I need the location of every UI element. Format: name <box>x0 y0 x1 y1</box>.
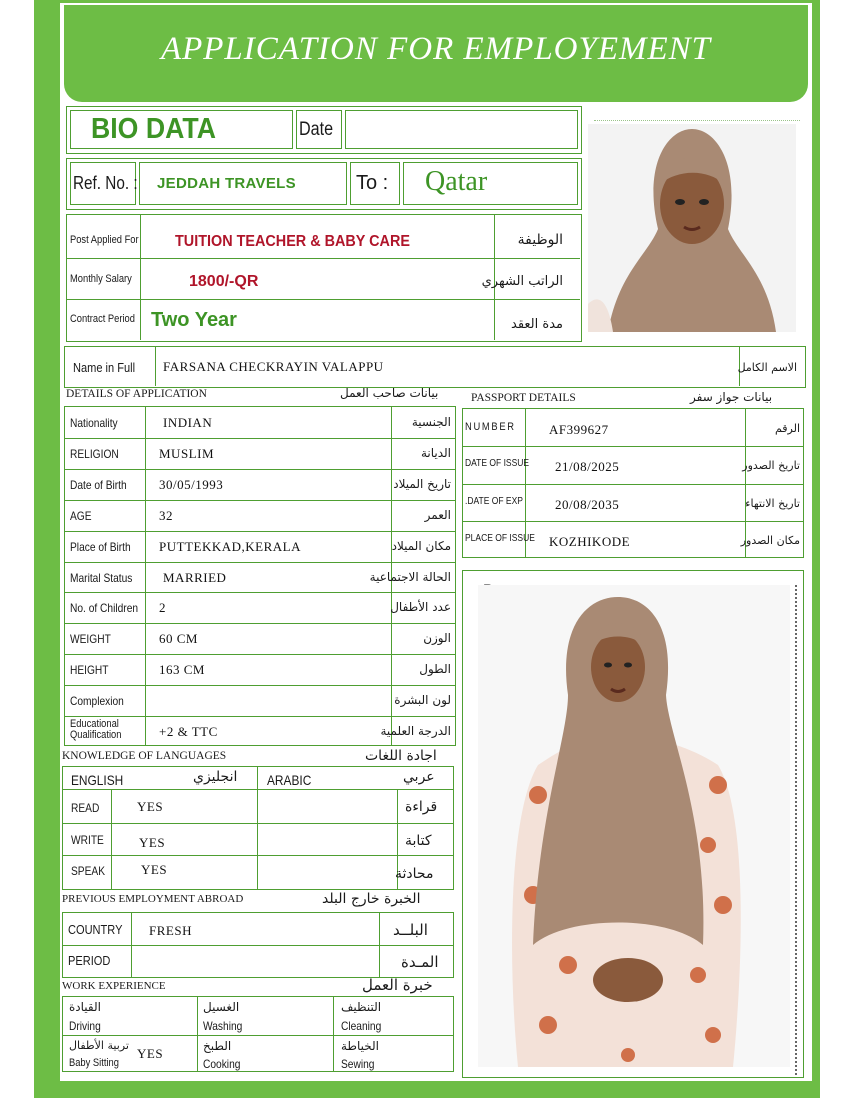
arabic-header: ARABIC <box>267 772 312 788</box>
marital-status-value: MARRIED <box>163 569 227 585</box>
work-table <box>62 996 454 1072</box>
weight-ar: الوزن <box>423 631 451 646</box>
passport-place-of-issue-ar: مكان الصدور <box>740 533 800 547</box>
salary-label: Monthly Salary <box>70 273 132 285</box>
no-of-children-label: No. of Children <box>70 601 139 616</box>
bio-data-title: BIO DATA <box>91 113 216 145</box>
form-title: APPLICATION FOR EMPLOYEMENT <box>160 31 712 67</box>
weight-value: 60 CM <box>159 631 198 647</box>
nationality-label: Nationality <box>70 416 118 430</box>
speak-english-value: YES <box>141 862 168 877</box>
date-of-birth-ar: تاريخ الميلاد <box>393 476 451 491</box>
passport-number-label: NUMBER <box>465 421 516 433</box>
washing-ar: الغسيل <box>203 1000 240 1014</box>
passport-place-of-issue-label: PLACE OF ISSUE <box>465 532 535 544</box>
educational-qualification-label: Educational Qualification <box>70 718 122 741</box>
passport-date-of-issue-label: DATE OF ISSUE <box>465 458 530 470</box>
washing-label: Washing <box>203 1019 243 1033</box>
details-title: DETAILS OF APPLICATION <box>66 388 207 400</box>
period-value: Two Year <box>151 309 237 331</box>
weight-label: WEIGHT <box>70 632 111 647</box>
date-label: Date <box>299 119 334 140</box>
height-ar: الطول <box>419 662 451 677</box>
driving-ar: القيادة <box>69 1000 101 1014</box>
read-label: READ <box>71 801 100 815</box>
ref-value: JEDDAH TRAVELS <box>157 175 296 192</box>
work-title: WORK EXPERIENCE <box>62 980 166 992</box>
passport-title: PASSPORT DETAILS <box>471 392 576 404</box>
period-label: Contract Period <box>70 313 135 325</box>
previous-table <box>62 912 454 978</box>
post-label: Post Applied For <box>70 234 139 246</box>
marital-status-ar: الحالة الاجتماعية <box>369 569 451 584</box>
previous-title-ar: الخبرة خارج البلد <box>322 891 421 907</box>
marital-status-label: Marital Status <box>70 570 133 585</box>
no-of-children-ar: عدد الأطفال <box>390 600 451 615</box>
cooking-label: Cooking <box>203 1057 241 1071</box>
educational-qualification-value: +2 & TTC <box>159 724 218 739</box>
age-value: 32 <box>159 507 173 523</box>
arabic-header-ar: عربي <box>403 769 435 785</box>
passport-place-of-issue-value: KOZHIKODE <box>549 533 631 549</box>
ref-box <box>66 158 582 210</box>
date-of-birth-value: 30/05/1993 <box>159 476 224 492</box>
cleaning-label: Cleaning <box>341 1019 382 1033</box>
english-header-ar: انجليزي <box>193 769 238 785</box>
header-banner <box>64 5 808 102</box>
country-value: FRESH <box>149 923 192 938</box>
english-header: ENGLISH <box>71 772 124 788</box>
details-table <box>64 406 456 746</box>
sewing-label: Sewing <box>341 1057 375 1071</box>
speak-ar: محادثة <box>395 866 434 882</box>
country-label: COUNTRY <box>68 922 123 937</box>
passport-date-of-exp-ar: تاريخ الانتهاء <box>745 496 800 510</box>
applicant-photo-full <box>478 585 790 1067</box>
languages-title: KNOWLEDGE OF LANGUAGES <box>62 750 227 762</box>
salary-ar: الراتب الشهري <box>481 274 563 289</box>
nationality-ar: الجنسية <box>411 415 451 429</box>
passport-number-value: AF399627 <box>549 422 609 437</box>
babysitting-label: Baby Sitting <box>69 1057 119 1069</box>
applicant-photo-small <box>588 124 796 332</box>
read-ar: قراءة <box>405 799 438 815</box>
name-value: FARSANA CHECKRAYIN VALAPPU <box>163 359 384 374</box>
religion-label: RELIGION <box>70 446 119 461</box>
passport-date-of-exp-label: .DATE OF EXP <box>465 495 523 507</box>
place-of-birth-value: PUTTEKKAD,KERALA <box>159 538 301 554</box>
religion-value: MUSLIM <box>159 445 215 461</box>
salary-value: 1800/-QR <box>189 273 259 290</box>
cooking-ar: الطبخ <box>203 1039 232 1053</box>
write-label: WRITE <box>71 833 104 847</box>
height-value: 163 CM <box>159 662 205 678</box>
babysitting-value: YES <box>137 1046 164 1061</box>
passport-date-of-issue-value: 21/08/2025 <box>555 459 620 475</box>
date-of-birth-label: Date of Birth <box>70 477 127 492</box>
cleaning-ar: التنظيف <box>341 1000 382 1014</box>
complexion-ar: لون البشرة <box>394 693 451 708</box>
post-ar: الوظيفة <box>517 232 563 248</box>
job-box <box>66 214 582 342</box>
details-title-ar: بيانات صاحب العمل <box>340 386 439 400</box>
period-row-ar: المـدة <box>401 953 439 971</box>
speak-label: SPEAK <box>71 864 106 878</box>
read-english-value: YES <box>137 799 164 814</box>
languages-table <box>62 766 454 890</box>
period-ar: مدة العقد <box>511 317 563 332</box>
country-ar: البلــد <box>393 921 428 939</box>
name-ar: الاسم الكامل <box>737 361 797 374</box>
place-of-birth-label: Place of Birth <box>70 539 131 554</box>
no-of-children-value: 2 <box>159 600 166 616</box>
bio-data-box <box>66 106 582 154</box>
educational-qualification-ar: الدرجة العلمية <box>380 724 451 738</box>
ref-label: Ref. No. : <box>73 173 138 193</box>
previous-title: PREVIOUS EMPLOYMENT ABROAD <box>62 893 244 905</box>
babysitting-ar: تربية الأطفال <box>69 1039 129 1052</box>
post-value: TUITION TEACHER & BABY CARE <box>175 233 410 250</box>
languages-title-ar: اجادة اللغات <box>365 748 437 764</box>
to-value: Qatar <box>425 166 488 197</box>
name-box <box>64 346 806 388</box>
place-of-birth-ar: مكان الميلاد <box>391 538 451 553</box>
work-title-ar: خبرة العمل <box>362 976 433 994</box>
passport-number-ar: الرقم <box>774 422 800 435</box>
write-english-value: YES <box>139 835 166 850</box>
driving-label: Driving <box>69 1019 101 1033</box>
write-ar: كتابة <box>405 833 432 849</box>
religion-ar: الديانة <box>420 445 451 460</box>
age-ar: العمر <box>424 507 451 522</box>
nationality-value: INDIAN <box>163 415 213 430</box>
passport-date-of-exp-value: 20/08/2035 <box>555 496 620 512</box>
sewing-ar: الخياطة <box>341 1039 379 1053</box>
to-label: To : <box>356 172 389 194</box>
passport-title-ar: بيانات جواز سفر <box>690 390 773 404</box>
complexion-label: Complexion <box>70 694 124 709</box>
passport-date-of-issue-ar: تاريخ الصدور <box>742 459 800 473</box>
height-label: HEIGHT <box>70 663 109 678</box>
name-label: Name in Full <box>73 360 136 375</box>
age-label: AGE <box>70 508 92 523</box>
period-row-label: PERIOD <box>68 953 111 968</box>
passport-table <box>462 408 804 558</box>
